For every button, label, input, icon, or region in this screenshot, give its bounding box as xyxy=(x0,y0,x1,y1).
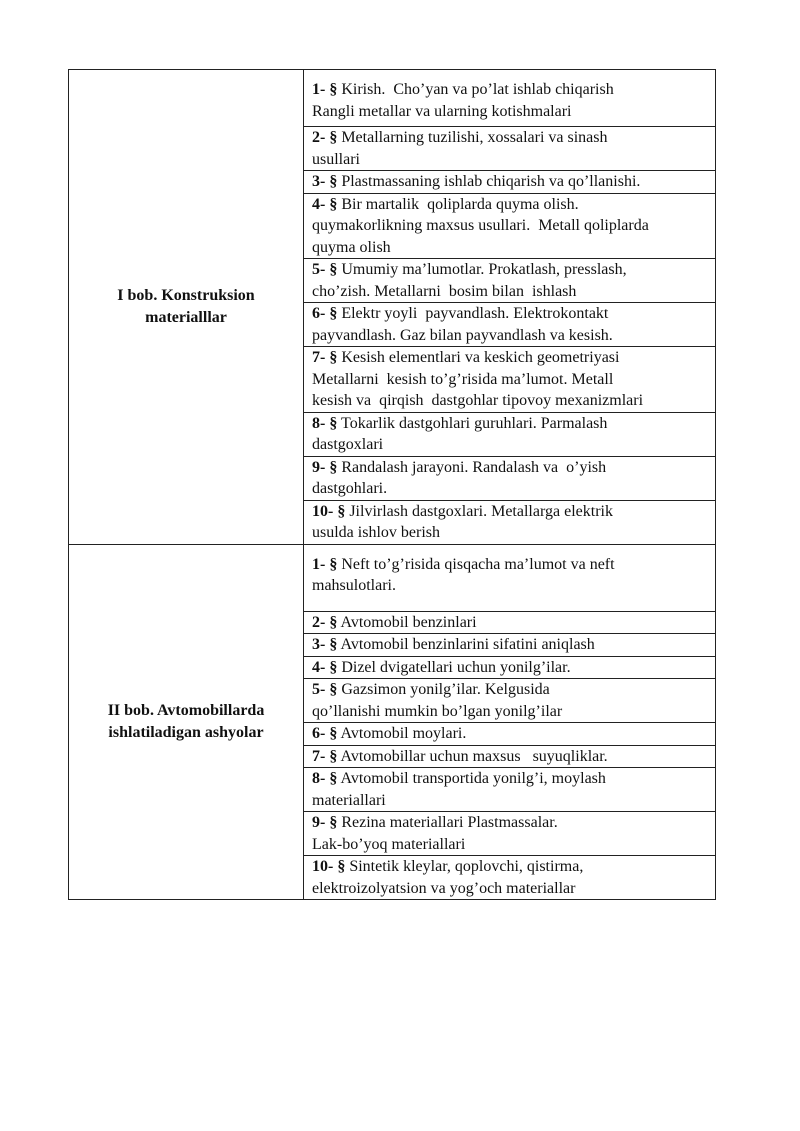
section-title-text: Umumiy ma’lumotlar. Prokatlash, presslash, xyxy=(337,261,627,278)
section-number: 4- § xyxy=(312,658,338,676)
section-number: 1- § xyxy=(312,555,338,573)
section-number: 10- § xyxy=(312,502,346,520)
chapter-title-line: I bob. Konstruksion xyxy=(117,287,255,305)
section-line xyxy=(312,171,713,193)
section-title-text: Avtomobillar uchun maxsus suyuqliklar. xyxy=(337,747,608,765)
section-cell xyxy=(304,544,716,611)
section-line xyxy=(312,522,713,544)
section-line xyxy=(312,325,713,347)
section-cell xyxy=(304,500,716,544)
section-cell xyxy=(304,723,716,746)
section-line xyxy=(312,657,713,679)
section-cell xyxy=(304,127,716,171)
section-cell xyxy=(304,259,716,303)
section-cell xyxy=(304,634,716,657)
section-title-text: usulda ishlov berish xyxy=(312,524,440,541)
section-line xyxy=(312,194,713,216)
section-title-text: Sintetik kleylar, qoplovchi, qistirma, xyxy=(345,858,584,875)
section-cell xyxy=(304,812,716,856)
section-line xyxy=(312,347,713,369)
chapter-title-line: II bob. Avtomobillarda xyxy=(107,702,265,720)
section-cell xyxy=(304,768,716,812)
section-title-text: materiallari xyxy=(312,791,386,809)
section-line xyxy=(312,575,713,597)
section-number: 8- § xyxy=(312,414,338,432)
section-line xyxy=(312,259,713,281)
section-title-text: usullari xyxy=(312,150,360,168)
section-line xyxy=(312,101,713,123)
section-title-text: Dizel dvigatellari uchun yonilg’ilar. xyxy=(337,658,571,676)
section-number: 8- § xyxy=(312,770,338,787)
section-number: 5- § xyxy=(312,681,338,698)
section-cell xyxy=(304,171,716,194)
section-line xyxy=(312,413,713,435)
section-line xyxy=(312,127,713,149)
section-number: 9- § xyxy=(312,458,338,476)
chapter-title-cell xyxy=(69,70,304,545)
section-line xyxy=(312,390,713,412)
section-line xyxy=(312,501,713,523)
section-title-text: qo’llanishi mumkin bo’lgan yonilg’ilar xyxy=(312,702,563,720)
section-title-text: kesish va qirqish dastgohlar tipovoy mexanizmlari xyxy=(312,392,644,409)
section-line xyxy=(312,281,713,303)
section-line xyxy=(312,554,713,576)
section-line xyxy=(312,149,713,171)
section-line xyxy=(312,634,713,656)
section-cell xyxy=(304,679,716,723)
section-title-text: Rangli metallar va ularning kotishmalari xyxy=(312,102,572,120)
section-title-text: Gazsimon yonilg’ilar. Kelgusida xyxy=(337,681,550,698)
section-number: 3- § xyxy=(312,636,338,653)
section-cell xyxy=(304,303,716,347)
section-line xyxy=(312,434,713,456)
section-title-text: Elektr yoyli payvandlash. Elektrokontakt xyxy=(337,305,609,322)
section-line xyxy=(312,701,713,723)
section-title-text: Randalash jarayoni. Randalash va o’yish xyxy=(337,458,607,476)
section-line xyxy=(312,369,713,391)
section-cell xyxy=(304,70,716,127)
section-line xyxy=(312,79,713,101)
section-title-text: Avtomobil benzinlarini sifatini aniqlash xyxy=(337,636,595,653)
section-line xyxy=(312,679,713,701)
section-cell xyxy=(304,456,716,500)
section-line xyxy=(312,768,713,790)
section-line xyxy=(312,457,713,479)
section-title-text: Lak-bo’yoq materiallari xyxy=(312,835,466,853)
section-title-text: Avtomobil benzinlari xyxy=(337,613,477,631)
section-line xyxy=(312,723,713,745)
section-number: 2- § xyxy=(312,129,338,146)
section-title-text: Rezina materiallari Plastmassalar. xyxy=(337,814,558,831)
section-line xyxy=(312,478,713,500)
section-cell xyxy=(304,347,716,413)
section-title-text: quyma olish xyxy=(312,238,391,256)
section-title-text: dastgoxlari xyxy=(312,436,384,453)
section-line xyxy=(312,746,713,768)
section-number: 9- § xyxy=(312,814,338,831)
section-title-text: Jilvirlash dastgoxlari. Metallarga elektrik xyxy=(345,502,613,520)
section-line xyxy=(312,612,713,634)
section-title-text: quymakorlikning maxsus usullari. Metall qoliplarda xyxy=(312,217,649,234)
section-line xyxy=(312,303,713,325)
section-line xyxy=(312,878,713,900)
section-cell xyxy=(304,745,716,768)
section-number: 5- § xyxy=(312,261,338,278)
section-cell xyxy=(304,611,716,634)
section-cell xyxy=(304,856,716,900)
section-number: 6- § xyxy=(312,305,338,322)
section-cell xyxy=(304,193,716,259)
section-number: 6- § xyxy=(312,725,338,742)
section-number: 3- § xyxy=(312,173,338,190)
section-line xyxy=(312,215,713,237)
contents-table-body xyxy=(69,70,716,900)
section-cell xyxy=(304,412,716,456)
section-line xyxy=(312,834,713,856)
section-line xyxy=(312,237,713,259)
section-title-text: Metallarni kesish to’g’risida ma’lumot. Metall xyxy=(312,370,614,388)
section-number: 7- § xyxy=(312,747,338,765)
section-title-text: Metallarning tuzilishi, xossalari va sinash xyxy=(337,129,608,146)
section-title-text: Avtomobil moylari. xyxy=(337,725,467,742)
section-number: 1- § xyxy=(312,81,338,98)
section-row xyxy=(69,544,716,611)
chapter-title-line: materialllar xyxy=(145,308,227,326)
chapter-title-line: ishlatiladigan ashyolar xyxy=(108,723,264,741)
section-number: 7- § xyxy=(312,349,338,366)
section-row xyxy=(69,70,716,127)
section-title-text: Tokarlik dastgohlari guruhlari. Parmalash xyxy=(337,414,608,432)
section-title-text: mahsulotlari. xyxy=(312,577,396,594)
section-line xyxy=(312,790,713,812)
chapter-title-cell xyxy=(69,544,304,900)
contents-table xyxy=(68,69,716,900)
section-number: 4- § xyxy=(312,195,338,213)
section-title-text: cho’zish. Metallarni bosim bilan ishlash xyxy=(312,282,577,300)
section-title-text: dastgohlari. xyxy=(312,480,388,497)
section-number: 2- § xyxy=(312,613,338,631)
section-cell xyxy=(304,656,716,679)
section-title-text: Avtomobil transportida yonilg’i, moylash xyxy=(337,770,606,787)
section-title-text: Kesish elementlari va keskich geometriyasi xyxy=(337,349,620,366)
section-title-text: Bir martalik qoliplarda quyma olish. xyxy=(337,195,579,213)
section-title-text: payvandlash. Gaz bilan payvandlash va kesish. xyxy=(312,326,613,344)
section-title-text: Neft to’g’risida qisqacha ma’lumot va neft xyxy=(337,555,615,573)
section-line xyxy=(312,812,713,834)
section-line xyxy=(312,856,713,878)
section-title-text: Plastmassaning ishlab chiqarish va qo’llanishi. xyxy=(337,173,641,190)
section-title-text: elektroizolyatsion va yog’och materiallar xyxy=(312,879,576,897)
section-number: 10- § xyxy=(312,858,346,875)
section-title-text: Kirish. Cho’yan va po’lat ishlab chiqarish xyxy=(337,81,614,98)
